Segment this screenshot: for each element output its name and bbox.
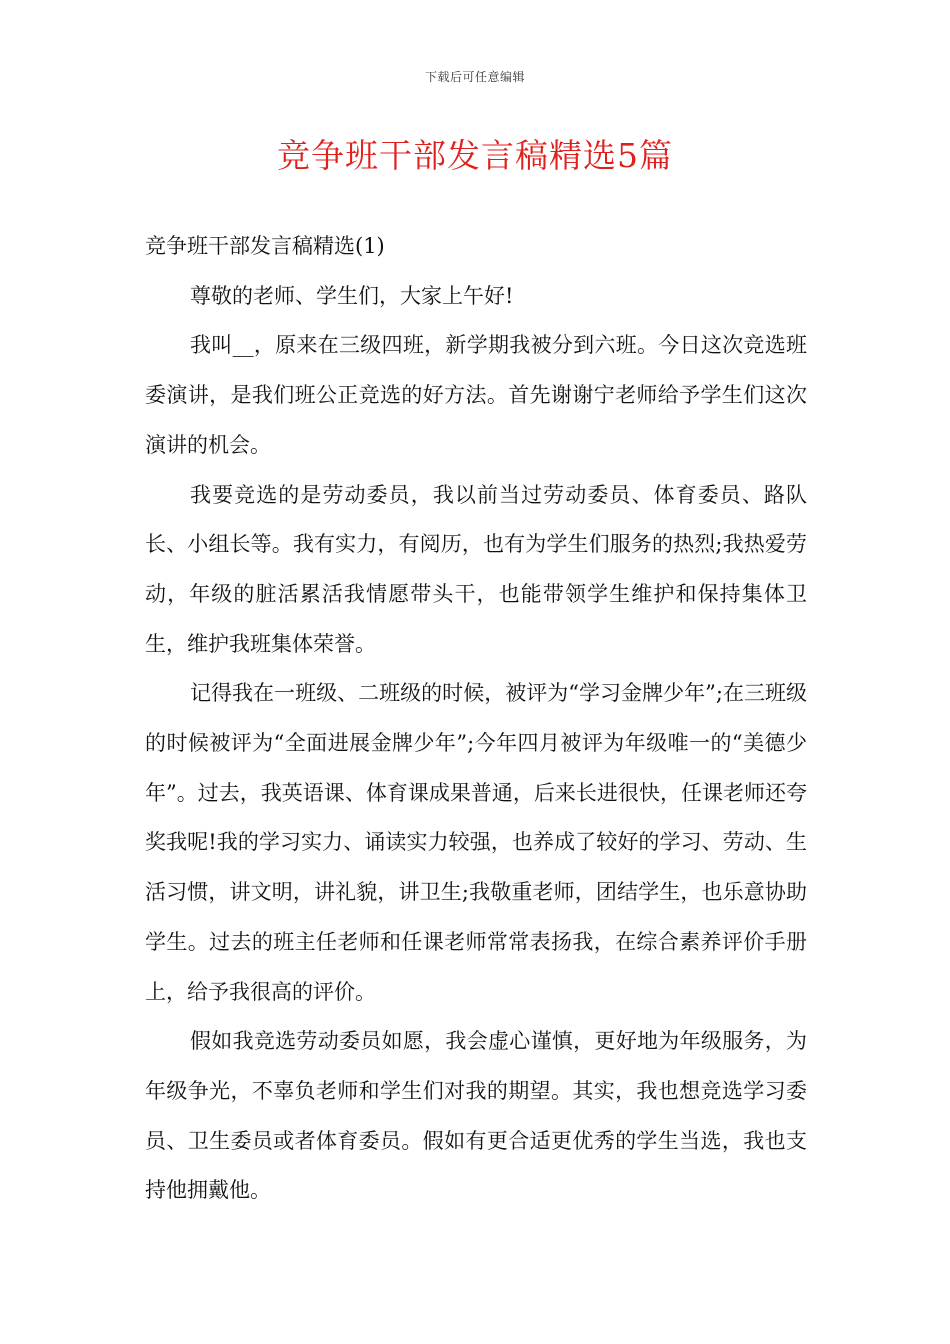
document-body: [145, 222, 807, 1216]
paragraph-candidacy: 我要竞选的是劳动委员，我以前当过劳动委员、体育委员、路队长、小组长等。我有实力，有阅历，也有为学生们服务的热烈;我热爱劳动，年级的脏活累活我情愿带头干，也能带领学生维护和保持集体卫生，维护我班集体荣誉。: [145, 482, 807, 656]
document-title: 竞争班干部发言稿精选5篇: [277, 136, 673, 175]
paragraph-introduction: 我叫__，原来在三级四班，新学期我被分到六班。今日这次竞选班委演讲，是我们班公正竞选的好方法。首先谢谢宁老师给予学生们这次演讲的机会。: [145, 333, 807, 457]
paragraph-greeting: 尊敬的老师、学生们，大家上午好!: [190, 283, 514, 308]
paragraph-promise: 假如我竞选劳动委员如愿，我会虚心谨慎，更好地为年级服务，为年级争光，不辜负老师和学生们对我的期望。其实，我也想竞选学习委员、卫生委员或者体育委员。假如有更合适更优秀的学生当选，我也支持他拥戴他。: [145, 1029, 807, 1203]
header-note: 下载后可任意编辑: [424, 70, 525, 84]
paragraph-achievements: 记得我在一班级、二班级的时候，被评为“学习金牌少年”;在三班级的时候被评为“全面进展金牌少年”;今年四月被评为年级唯一的“美德少年”。过去，我英语课、体育课成果普通，后来长进很快，任课老师还夸奖我呢!我的学习实力、诵读实力较强，也养成了较好的学习、劳动、生活习惯，讲文明，讲礼貌，讲卫生;我敬重老师，团结学生，也乐意协助学生。过去的班主任老师和任课老师常常表扬我，在综合素养评价手册上，给予我很高的评价。: [145, 681, 807, 1004]
section-heading: 竞争班干部发言稿精选(1): [145, 234, 385, 258]
